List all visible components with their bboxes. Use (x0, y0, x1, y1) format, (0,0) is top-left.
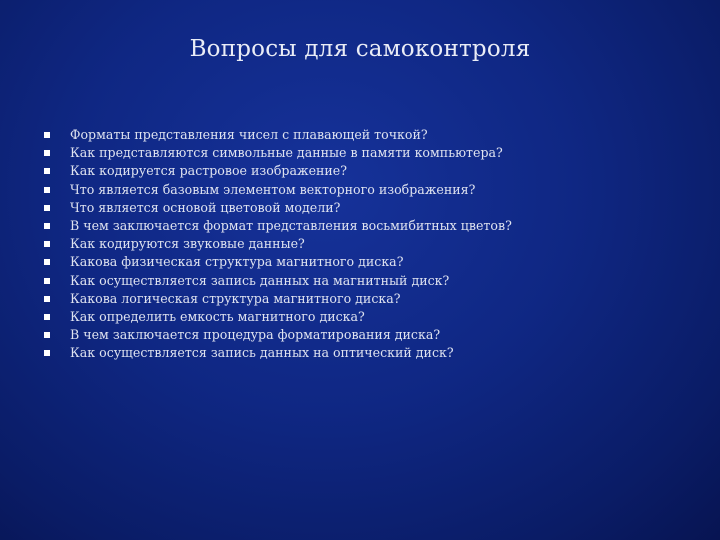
question-list (44, 126, 512, 362)
square-bullet-icon (44, 350, 50, 356)
list-item-text: Какова физическая структура магнитного диска? (70, 254, 404, 270)
list-item-text: Форматы представления чисел с плавающей точкой? (70, 127, 428, 142)
list-item (44, 253, 512, 271)
square-bullet-icon (44, 150, 50, 156)
list-item (44, 217, 512, 235)
square-bullet-icon (44, 241, 50, 247)
list-item-text: Как осуществляется запись данных на магнитный диск? (70, 272, 450, 288)
list-item (44, 181, 512, 199)
list-item (44, 162, 512, 180)
square-bullet-icon (44, 332, 50, 338)
list-item (44, 144, 512, 162)
list-item (44, 290, 512, 308)
square-bullet-icon (44, 132, 50, 138)
list-item-text: Что является базовым элементом векторного изображения? (70, 181, 476, 197)
square-bullet-icon (44, 296, 50, 302)
list-item (44, 235, 512, 253)
square-bullet-icon (44, 314, 50, 320)
square-bullet-icon (44, 205, 50, 211)
list-item-text: Какова логическая структура магнитного диска? (70, 290, 401, 306)
square-bullet-icon (44, 259, 50, 265)
square-bullet-icon (44, 223, 50, 229)
list-item (44, 199, 512, 217)
list-item-text: Как определить емкость магнитного диска? (70, 308, 365, 324)
square-bullet-icon (44, 168, 50, 174)
list-item-text: В чем заключается формат представления восьмибитных цветов? (70, 217, 512, 233)
list-item (44, 272, 512, 290)
list-item-text: В чем заключается процедура форматирования диска? (70, 327, 441, 343)
list-item-text: Как представляются символьные данные в памяти компьютера? (70, 145, 503, 161)
list-item-text: Как кодируется растровое изображение? (70, 163, 348, 179)
list-item-text: Что является основой цветовой модели? (70, 199, 341, 215)
list-item-text: Как кодируются звуковые данные? (70, 236, 305, 252)
square-bullet-icon (44, 187, 50, 193)
list-item (44, 344, 512, 362)
list-item (44, 126, 512, 144)
list-item-text: Как осуществляется запись данных на оптический диск? (70, 345, 454, 361)
slide-title: Вопросы для самоконтроля (189, 36, 531, 62)
list-item (44, 326, 512, 344)
list-item (44, 308, 512, 326)
square-bullet-icon (44, 278, 50, 284)
